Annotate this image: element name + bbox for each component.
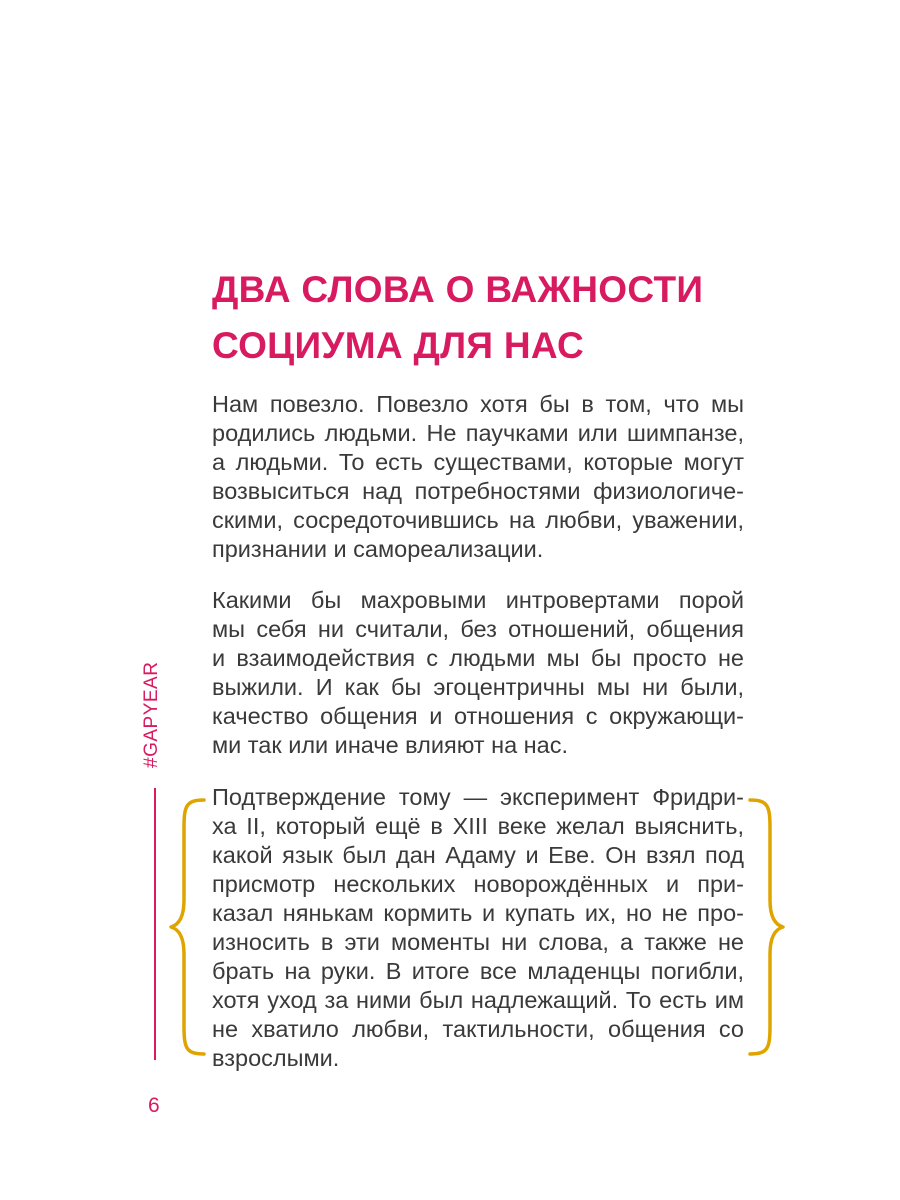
text-line: не хватило любви, тактильности, общения со	[212, 1016, 744, 1042]
body-paragraph	[212, 390, 744, 564]
left-curly-brace-icon	[168, 796, 208, 1058]
text-line: взрослыми.	[212, 1045, 340, 1071]
chapter-heading	[212, 262, 772, 374]
text-line: износить в эти моменты ни слова, а также не	[212, 929, 744, 955]
text-line: брать на руки. В итоге все младенцы погибли,	[212, 958, 744, 984]
text-line: какой язык был дан Адаму и Еве. Он взял под	[212, 842, 744, 868]
text-line: ха II, который ещё в XIII веке желал выяснить,	[212, 813, 744, 839]
right-curly-brace-icon	[746, 796, 786, 1058]
text-line: выжили. И как бы эгоцентричны мы ни были,	[212, 674, 744, 700]
side-hashtag: #GAPYEAR	[141, 661, 162, 768]
quote-paragraph	[212, 783, 744, 1073]
heading-line: СОЦИУМА ДЛЯ НАС	[212, 325, 584, 366]
heading-line: ДВА СЛОВА О ВАЖНОСТИ	[212, 269, 704, 310]
text-line: скими, сосредоточившись на любви, уважении,	[212, 507, 744, 533]
body-paragraph	[212, 586, 744, 760]
text-line: Подтверждение тому — эксперимент Фридри-	[212, 784, 744, 810]
text-line: ми так или иначе влияют на нас.	[212, 732, 568, 758]
text-line: качество общения и отношения с окружающи-	[212, 703, 744, 729]
text-line: казал нянькам кормить и купать их, но не про-	[212, 900, 744, 926]
text-line: хотя уход за ними был надлежащий. То есть им	[212, 987, 744, 1013]
text-line: и взаимодействия с людьми мы бы просто не	[212, 645, 744, 671]
text-line: присмотр нескольких новорождённых и при-	[212, 871, 744, 897]
text-line: а людьми. То есть существами, которые могут	[212, 449, 744, 475]
text-line: признании и самореализации.	[212, 536, 544, 562]
page-number: 6	[148, 1094, 160, 1117]
text-line: Нам повезло. Повезло хотя бы в том, что мы	[212, 391, 744, 417]
text-line: возвыситься над потребностями физиологиче-	[212, 478, 744, 504]
text-line: родились людьми. Не паучками или шимпанзе,	[212, 420, 744, 446]
text-line: Какими бы махровыми интровертами порой	[212, 587, 744, 613]
side-rule-divider	[154, 788, 156, 1060]
text-line: мы себя ни считали, без отношений, общения	[212, 616, 744, 642]
